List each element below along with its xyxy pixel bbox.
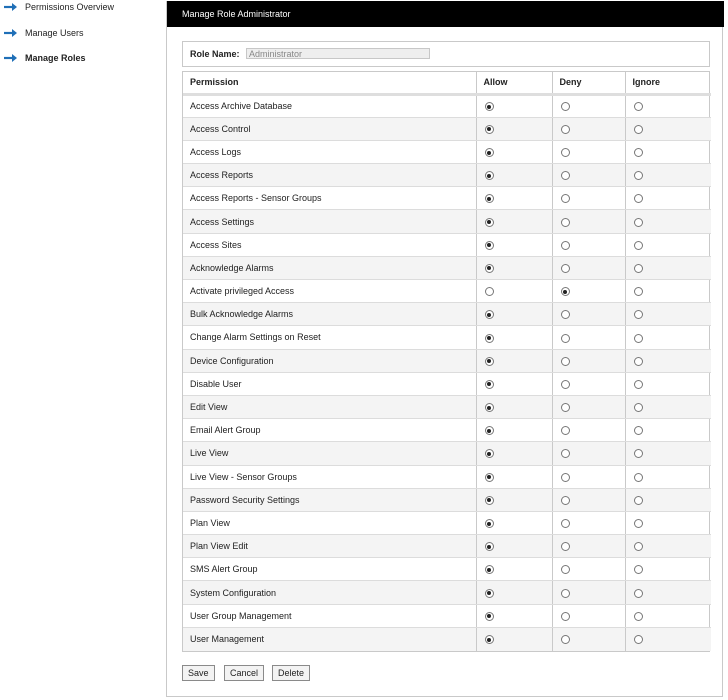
- permission-ignore-cell: [625, 372, 711, 395]
- permission-name: Disable User: [183, 372, 476, 395]
- permission-name: Change Alarm Settings on Reset: [183, 326, 476, 349]
- column-header-allow: Allow: [476, 72, 552, 94]
- deny-radio[interactable]: [561, 635, 570, 644]
- right-arrow-icon: [4, 53, 19, 63]
- table-row: [183, 581, 711, 604]
- allow-radio[interactable]: [485, 218, 494, 227]
- permission-deny-cell: [552, 303, 625, 326]
- permission-name: Access Logs: [183, 140, 476, 163]
- allow-radio[interactable]: [485, 287, 494, 296]
- manage-role-panel: [166, 1, 723, 697]
- allow-radio[interactable]: [485, 449, 494, 458]
- deny-radio[interactable]: [561, 403, 570, 412]
- column-header-permission: Permission: [183, 72, 476, 94]
- panel-title: Manage Role Administrator: [167, 1, 724, 27]
- permission-ignore-cell: [625, 256, 711, 279]
- permission-deny-cell: [552, 140, 625, 163]
- right-arrow-icon: [4, 2, 19, 12]
- permission-name: Access Sites: [183, 233, 476, 256]
- ignore-radio[interactable]: [634, 194, 643, 203]
- permission-name: Password Security Settings: [183, 488, 476, 511]
- column-header-ignore: Ignore: [625, 72, 711, 94]
- deny-radio[interactable]: [561, 171, 570, 180]
- nav-item-manage-roles[interactable]: [0, 50, 160, 66]
- permission-deny-cell: [552, 604, 625, 627]
- permission-ignore-cell: [625, 164, 711, 187]
- ignore-radio[interactable]: [634, 496, 643, 505]
- permission-ignore-cell: [625, 442, 711, 465]
- permission-allow-cell: [476, 372, 552, 395]
- allow-radio[interactable]: [485, 194, 494, 203]
- allow-radio[interactable]: [485, 171, 494, 180]
- deny-radio[interactable]: [561, 426, 570, 435]
- ignore-radio[interactable]: [634, 287, 643, 296]
- permission-allow-cell: [476, 326, 552, 349]
- allow-radio[interactable]: [485, 264, 494, 273]
- permission-name: Access Settings: [183, 210, 476, 233]
- permission-name: Access Control: [183, 117, 476, 140]
- deny-radio[interactable]: [561, 102, 570, 111]
- permission-ignore-cell: [625, 627, 711, 650]
- permission-deny-cell: [552, 187, 625, 210]
- permission-name: User Group Management: [183, 604, 476, 627]
- permission-deny-cell: [552, 627, 625, 650]
- allow-radio[interactable]: [485, 241, 494, 250]
- table-row: [183, 187, 711, 210]
- role-name-label: Role Name:: [190, 49, 240, 59]
- table-row: [183, 164, 711, 187]
- nav-item-permissions-overview[interactable]: [0, 0, 160, 15]
- permission-ignore-cell: [625, 465, 711, 488]
- permission-name: Plan View: [183, 511, 476, 534]
- permission-ignore-cell: [625, 187, 711, 210]
- deny-radio[interactable]: [561, 241, 570, 250]
- table-row: [183, 280, 711, 303]
- permission-allow-cell: [476, 419, 552, 442]
- permission-deny-cell: [552, 280, 625, 303]
- permission-deny-cell: [552, 442, 625, 465]
- table-row: [183, 604, 711, 627]
- table-header-row: [183, 72, 711, 94]
- permission-deny-cell: [552, 581, 625, 604]
- deny-radio[interactable]: [561, 125, 570, 134]
- permission-allow-cell: [476, 303, 552, 326]
- permission-ignore-cell: [625, 326, 711, 349]
- deny-radio[interactable]: [561, 194, 570, 203]
- ignore-radio[interactable]: [634, 635, 643, 644]
- table-row: [183, 442, 711, 465]
- permission-name: Acknowledge Alarms: [183, 256, 476, 279]
- permission-ignore-cell: [625, 94, 711, 117]
- permission-ignore-cell: [625, 140, 711, 163]
- permission-name: Access Reports: [183, 164, 476, 187]
- nav-label-permissions-overview: Permissions Overview: [25, 2, 115, 12]
- allow-radio[interactable]: [485, 148, 494, 157]
- permission-allow-cell: [476, 395, 552, 418]
- permission-allow-cell: [476, 465, 552, 488]
- permission-deny-cell: [552, 326, 625, 349]
- allow-radio[interactable]: [485, 519, 494, 528]
- save-button[interactable]: Save: [182, 665, 215, 681]
- allow-radio[interactable]: [485, 102, 494, 111]
- deny-radio[interactable]: [561, 589, 570, 598]
- delete-button[interactable]: Delete: [272, 665, 310, 681]
- allow-radio[interactable]: [485, 589, 494, 598]
- ignore-radio[interactable]: [634, 542, 643, 551]
- permission-name: SMS Alert Group: [183, 558, 476, 581]
- permission-ignore-cell: [625, 558, 711, 581]
- table-row: [183, 233, 711, 256]
- deny-radio[interactable]: [561, 148, 570, 157]
- ignore-radio[interactable]: [634, 612, 643, 621]
- right-arrow-icon: [4, 28, 19, 38]
- permission-ignore-cell: [625, 210, 711, 233]
- permission-ignore-cell: [625, 349, 711, 372]
- allow-radio[interactable]: [485, 542, 494, 551]
- permission-name: Activate privileged Access: [183, 280, 476, 303]
- ignore-radio[interactable]: [634, 519, 643, 528]
- deny-radio[interactable]: [561, 565, 570, 574]
- deny-radio[interactable]: [561, 334, 570, 343]
- deny-radio[interactable]: [561, 310, 570, 319]
- allow-radio[interactable]: [485, 612, 494, 621]
- permission-allow-cell: [476, 511, 552, 534]
- permission-deny-cell: [552, 94, 625, 117]
- permission-allow-cell: [476, 210, 552, 233]
- ignore-radio[interactable]: [634, 380, 643, 389]
- permission-deny-cell: [552, 488, 625, 511]
- deny-radio[interactable]: [561, 357, 570, 366]
- table-row: [183, 94, 711, 117]
- permission-allow-cell: [476, 140, 552, 163]
- allow-radio[interactable]: [485, 357, 494, 366]
- permission-ignore-cell: [625, 535, 711, 558]
- permission-name: Device Configuration: [183, 349, 476, 372]
- permission-name: Access Archive Database: [183, 94, 476, 117]
- permission-ignore-cell: [625, 581, 711, 604]
- allow-radio[interactable]: [485, 380, 494, 389]
- deny-radio[interactable]: [561, 473, 570, 482]
- table-row: [183, 117, 711, 140]
- table-row: [183, 256, 711, 279]
- permission-name: System Configuration: [183, 581, 476, 604]
- permission-deny-cell: [552, 558, 625, 581]
- table-row: [183, 535, 711, 558]
- ignore-radio[interactable]: [634, 264, 643, 273]
- permission-ignore-cell: [625, 280, 711, 303]
- permission-allow-cell: [476, 558, 552, 581]
- permission-allow-cell: [476, 256, 552, 279]
- permission-deny-cell: [552, 395, 625, 418]
- table-row: [183, 326, 711, 349]
- deny-radio[interactable]: [561, 287, 570, 296]
- permission-deny-cell: [552, 465, 625, 488]
- deny-radio[interactable]: [561, 496, 570, 505]
- permission-name: Edit View: [183, 395, 476, 418]
- ignore-radio[interactable]: [634, 589, 643, 598]
- deny-radio[interactable]: [561, 218, 570, 227]
- ignore-radio[interactable]: [634, 334, 643, 343]
- role-name-section: [182, 41, 710, 67]
- table-row: [183, 558, 711, 581]
- nav-label-manage-users: Manage Users: [25, 28, 84, 38]
- deny-radio[interactable]: [561, 612, 570, 621]
- table-row: [183, 395, 711, 418]
- permission-ignore-cell: [625, 604, 711, 627]
- ignore-radio[interactable]: [634, 403, 643, 412]
- table-row: [183, 210, 711, 233]
- allow-radio[interactable]: [485, 635, 494, 644]
- permission-ignore-cell: [625, 117, 711, 140]
- permission-name: Email Alert Group: [183, 419, 476, 442]
- permissions-table-body: [183, 94, 711, 651]
- permission-deny-cell: [552, 210, 625, 233]
- permission-deny-cell: [552, 535, 625, 558]
- permission-allow-cell: [476, 187, 552, 210]
- nav-label-manage-roles: Manage Roles: [25, 53, 86, 63]
- ignore-radio[interactable]: [634, 171, 643, 180]
- permission-name: User Management: [183, 627, 476, 650]
- ignore-radio[interactable]: [634, 310, 643, 319]
- permissions-table: [182, 71, 710, 652]
- permission-deny-cell: [552, 256, 625, 279]
- permission-ignore-cell: [625, 233, 711, 256]
- ignore-radio[interactable]: [634, 102, 643, 111]
- permission-name: Bulk Acknowledge Alarms: [183, 303, 476, 326]
- deny-radio[interactable]: [561, 542, 570, 551]
- table-row: [183, 511, 711, 534]
- permission-allow-cell: [476, 164, 552, 187]
- table-row: [183, 465, 711, 488]
- table-row: [183, 419, 711, 442]
- permission-ignore-cell: [625, 488, 711, 511]
- allow-radio[interactable]: [485, 403, 494, 412]
- permission-deny-cell: [552, 511, 625, 534]
- allow-radio[interactable]: [485, 310, 494, 319]
- deny-radio[interactable]: [561, 519, 570, 528]
- permission-deny-cell: [552, 233, 625, 256]
- allow-radio[interactable]: [485, 496, 494, 505]
- role-name-input[interactable]: [246, 48, 430, 59]
- ignore-radio[interactable]: [634, 148, 643, 157]
- table-row: [183, 627, 711, 650]
- ignore-radio[interactable]: [634, 473, 643, 482]
- permission-name: Access Reports - Sensor Groups: [183, 187, 476, 210]
- permission-name: Live View - Sensor Groups: [183, 465, 476, 488]
- ignore-radio[interactable]: [634, 125, 643, 134]
- ignore-radio[interactable]: [634, 565, 643, 574]
- permission-allow-cell: [476, 117, 552, 140]
- permission-allow-cell: [476, 442, 552, 465]
- ignore-radio[interactable]: [634, 357, 643, 366]
- table-row: [183, 372, 711, 395]
- ignore-radio[interactable]: [634, 241, 643, 250]
- ignore-radio[interactable]: [634, 218, 643, 227]
- allow-radio[interactable]: [485, 565, 494, 574]
- permission-ignore-cell: [625, 395, 711, 418]
- permission-allow-cell: [476, 233, 552, 256]
- ignore-radio[interactable]: [634, 449, 643, 458]
- cancel-button[interactable]: Cancel: [224, 665, 264, 681]
- nav-item-manage-users[interactable]: [0, 25, 160, 41]
- deny-radio[interactable]: [561, 449, 570, 458]
- allow-radio[interactable]: [485, 473, 494, 482]
- table-row: [183, 349, 711, 372]
- permission-name: Live View: [183, 442, 476, 465]
- permission-deny-cell: [552, 372, 625, 395]
- permission-allow-cell: [476, 349, 552, 372]
- permission-allow-cell: [476, 488, 552, 511]
- permission-allow-cell: [476, 94, 552, 117]
- permission-deny-cell: [552, 419, 625, 442]
- permission-deny-cell: [552, 349, 625, 372]
- permission-ignore-cell: [625, 303, 711, 326]
- permission-allow-cell: [476, 627, 552, 650]
- table-row: [183, 303, 711, 326]
- permission-allow-cell: [476, 535, 552, 558]
- allow-radio[interactable]: [485, 125, 494, 134]
- table-row: [183, 140, 711, 163]
- deny-radio[interactable]: [561, 264, 570, 273]
- permission-ignore-cell: [625, 511, 711, 534]
- permission-name: Plan View Edit: [183, 535, 476, 558]
- allow-radio[interactable]: [485, 426, 494, 435]
- permission-allow-cell: [476, 604, 552, 627]
- column-header-deny: Deny: [552, 72, 625, 94]
- permission-allow-cell: [476, 280, 552, 303]
- ignore-radio[interactable]: [634, 426, 643, 435]
- permission-deny-cell: [552, 164, 625, 187]
- deny-radio[interactable]: [561, 380, 570, 389]
- allow-radio[interactable]: [485, 334, 494, 343]
- permission-deny-cell: [552, 117, 625, 140]
- table-row: [183, 488, 711, 511]
- permission-allow-cell: [476, 581, 552, 604]
- permission-ignore-cell: [625, 419, 711, 442]
